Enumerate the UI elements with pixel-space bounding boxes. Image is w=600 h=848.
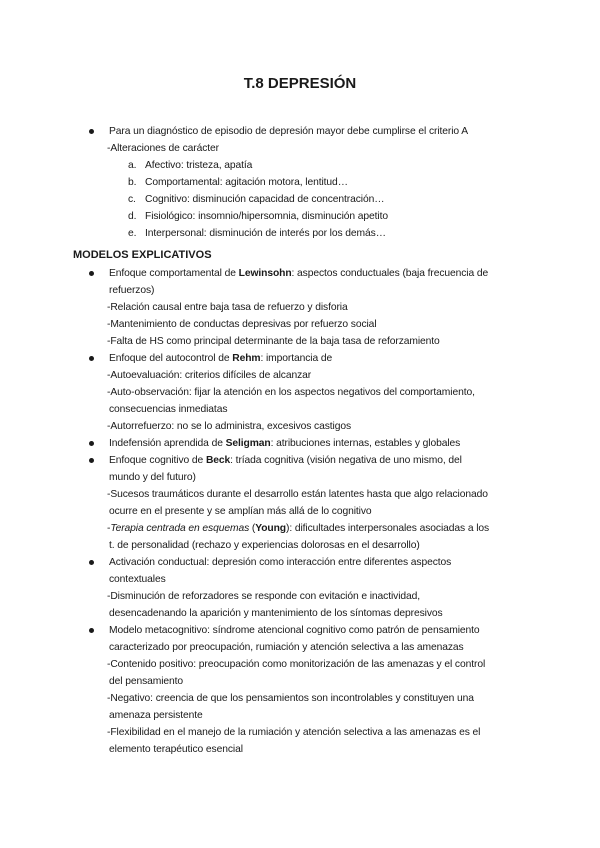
detail-line: ocurre en el presente y se amplían más allá de lo cognitivo — [109, 506, 372, 517]
detail-line: elemento terapéutico esencial — [109, 744, 243, 755]
text-line: t. de personalidad (rechazo y experiencias dolorosas en el desarrollo) — [109, 540, 420, 551]
item-letter: e. — [128, 228, 137, 239]
item-letter: a. — [128, 160, 137, 171]
item-letter: d. — [128, 211, 137, 222]
item-letter: c. — [128, 194, 136, 205]
detail-line: -Auto-observación: fijar la atención en los aspectos negativos del comportamiento, — [107, 387, 475, 398]
list-item: Para un diagnóstico de episodio de depresión mayor debe cumplirse el criterio A — [109, 123, 468, 140]
author-name: Beck — [205, 455, 231, 466]
model-rehm — [109, 350, 332, 367]
model-metacognitive: Modelo metacognitivo: síndrome atencional cognitivo como patrón de pensamiento — [109, 622, 480, 639]
section-heading: MODELOS EXPLICATIVOS — [73, 249, 212, 261]
model-intro: Indefensión aprendida de — [109, 438, 226, 449]
detail-line: consecuencias inmediatas — [109, 404, 228, 415]
lettered-item — [128, 225, 386, 242]
model-lewinsohn — [109, 265, 488, 282]
schema-therapy-line — [107, 520, 489, 537]
item-text: Interpersonal: disminución de interés por los demás… — [145, 228, 386, 239]
lettered-item — [128, 157, 253, 174]
author-name: Lewinsohn — [238, 268, 292, 279]
detail-line: -Falta de HS como principal determinante de la baja tasa de reforzamiento — [107, 336, 440, 347]
model-intro: Enfoque comportamental de — [109, 268, 239, 279]
lettered-item — [128, 208, 388, 225]
author-name: Rehm — [232, 353, 261, 364]
item-letter: b. — [128, 177, 137, 188]
model-activation: Activación conductual: depresión como interacción entre diferentes aspectos — [109, 554, 451, 571]
model-intro: Enfoque del autocontrol de — [109, 353, 233, 364]
item-text: Comportamental: agitación motora, lentitud… — [145, 177, 348, 188]
model-beck — [109, 452, 462, 469]
model-description: : atribuciones internas, estables y globales — [270, 438, 461, 449]
therapy-name: Terapia centrada en esquemas — [110, 523, 250, 534]
page-title: T.8 DEPRESIÓN — [243, 75, 357, 92]
detail-line: -Autoevaluación: criterios difíciles de alcanzar — [107, 370, 312, 381]
detail-line: amenaza persistente — [109, 710, 203, 721]
dash: - — [107, 523, 111, 534]
item-text: Afectivo: tristeza, apatía — [145, 160, 253, 171]
detail-line: -Autorrefuerzo: no se lo administra, excesivos castigos — [107, 421, 352, 432]
detail-line: -Sucesos traumáticos durante el desarrollo están latentes hasta que algo relacionado — [107, 489, 488, 500]
therapy-description: ): dificultades interpersonales asociadas a los — [286, 523, 490, 534]
text-line: caracterizado por preocupación, rumiación y atención selectiva a las amenazas — [109, 642, 464, 653]
lettered-item — [128, 191, 385, 208]
lettered-item — [128, 174, 348, 191]
list-subheading: -Alteraciones de carácter — [107, 143, 219, 154]
model-intro: Enfoque cognitivo de — [109, 455, 206, 466]
model-description: : aspectos conductuales (baja frecuencia de — [291, 268, 489, 279]
detail-line: -Flexibilidad en el manejo de la rumiación y atención selectiva a las amenazas es el — [107, 727, 481, 738]
item-text: Cognitivo: disminución capacidad de concentración… — [145, 194, 385, 205]
model-description: : importancia de — [260, 353, 333, 364]
text-line: mundo y del futuro) — [109, 472, 196, 483]
detail-line: -Negativo: creencia de que los pensamientos son incontrolables y constituyen una — [107, 693, 474, 704]
author-name: Seligman — [225, 438, 271, 449]
item-text: Fisiológico: insomnio/hipersomnia, disminución apetito — [145, 211, 388, 222]
text-line: contextuales — [109, 574, 166, 585]
text-line: refuerzos) — [109, 285, 155, 296]
detail-line: -Mantenimiento de conductas depresivas por refuerzo social — [107, 319, 377, 330]
detail-line: -Relación causal entre baja tasa de refuerzo y disforia — [107, 302, 348, 313]
detail-line: -Contenido positivo: preocupación como monitorización de las amenazas y el control — [107, 659, 486, 670]
detail-line: -Disminución de reforzadores se responde con evitación e inactividad, — [107, 591, 421, 602]
model-seligman — [109, 435, 460, 452]
detail-line: del pensamiento — [109, 676, 184, 687]
author-name: Young — [255, 523, 286, 534]
paren-open: ( — [249, 523, 256, 534]
detail-line: desencadenando la aparición y mantenimiento de los síntomas depresivos — [109, 608, 443, 619]
model-description: : tríada cognitiva (visión negativa de uno mismo, del — [230, 455, 462, 466]
